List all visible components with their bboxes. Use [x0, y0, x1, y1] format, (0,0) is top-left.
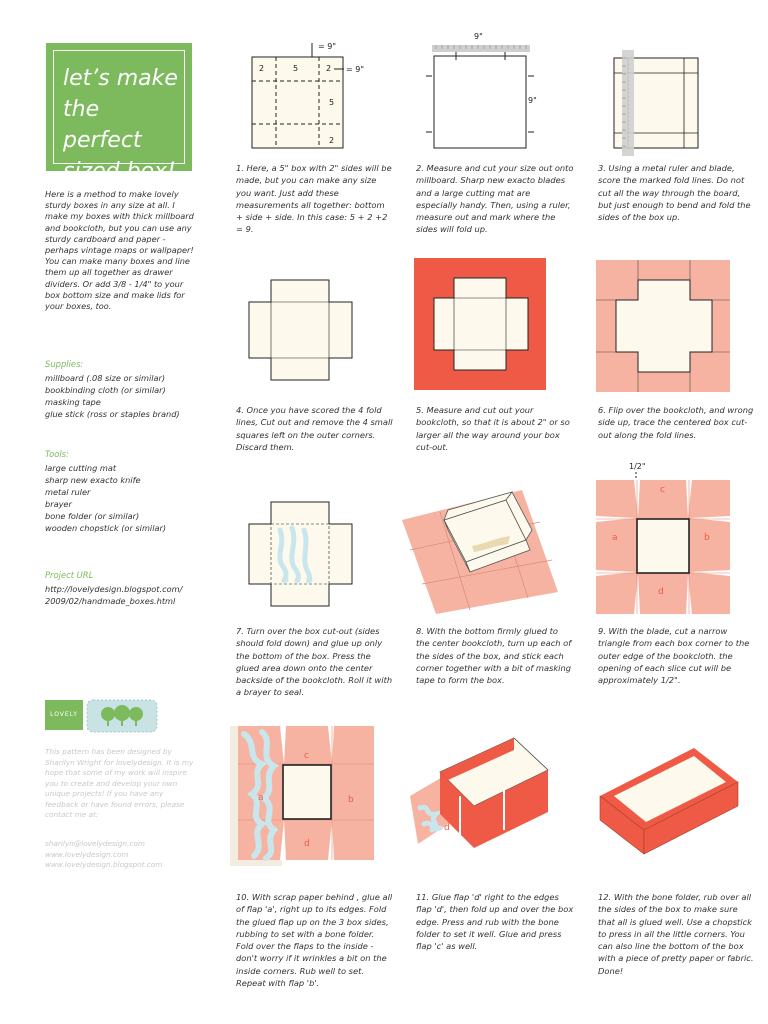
intro-text: Here is a method to make lovely sturdy boxes in any size at all. I make my boxes with thick millboard and bookcloth, but you can use any sturdy cardboard and paper - perhaps vintage maps or wallpaper! You can make many boxes and line them up all together as drawer dividers. Or add 3/8 - 1/4" to your box bottom size and make lids for your boxes, too. [45, 189, 194, 312]
diagram-step-10 [228, 724, 378, 868]
page-title [54, 63, 184, 187]
contact-block [45, 839, 195, 871]
dim-right-label: = 9" [346, 65, 365, 74]
measure-label: 5 [329, 98, 335, 107]
title-line-1: let’s make [63, 66, 178, 91]
project-url-heading: Project URL [45, 570, 94, 580]
tools-heading: Tools: [45, 449, 69, 459]
tools-list [45, 462, 205, 534]
diagram-step-6 [596, 260, 732, 394]
contact-website[interactable]: www.lovelydesign.com [45, 849, 129, 859]
step-3-caption: 3. Using a metal ruler and blade, score the marked fold lines. Do not cut all the way through the board, but just enough to bend and fold the sides of the box up. [598, 163, 751, 223]
supply-item: glue stick (ross or staples brand) [45, 409, 180, 419]
flap-d-label: d [444, 823, 450, 833]
tree-icon [114, 705, 130, 721]
tool-item: wooden chopstick (or similar) [45, 523, 167, 533]
tool-item: metal ruler [45, 487, 91, 497]
supplies-section [45, 359, 205, 420]
tree-badge [86, 699, 158, 733]
box-bottom [637, 519, 689, 573]
project-url-line[interactable]: http://lovelydesign.blogspot.com/ [45, 584, 183, 594]
supplies-list [45, 372, 205, 420]
step-9-caption: 9. With the blade, cut a narrow triangle from each box corner to the outer edge of the bookcloth. the opening of each slice cut will be approximately 1/2". [598, 626, 750, 686]
box-cutout [249, 280, 352, 380]
tool-item: brayer [45, 499, 72, 509]
tool-item: bone folder (or similar) [45, 511, 140, 521]
diagram-step-5 [414, 258, 548, 392]
title-line-2: the perfect [63, 97, 142, 153]
diagram-step-2 [420, 28, 550, 153]
contact-email[interactable]: sharilyn@lovelydesign.com [45, 839, 145, 848]
measure-label: 2 [259, 64, 265, 73]
dim-top-label: 9" [474, 32, 483, 41]
flap-d-label: d [658, 587, 664, 597]
dim-top-label: = 9" [318, 42, 337, 51]
step-7-caption: 7. Turn over the box cut-out (sides should fold down) and glue up only the bottom of the box. Press the glued area down onto the center backside of the bookcloth. Roll it with a brayer to seal. [236, 626, 393, 698]
diagram-step-1 [240, 38, 370, 153]
supply-item: masking tape [45, 397, 101, 407]
supplies-heading: Supplies: [45, 359, 84, 369]
flap-b-label: b [704, 533, 710, 543]
millboard-square [434, 56, 526, 148]
flap-c-label: c [304, 751, 309, 761]
lovely-logo [45, 700, 83, 730]
ruler-icon [432, 45, 530, 52]
tree-icon [129, 707, 143, 721]
project-url-section [45, 570, 205, 607]
step-12-caption: 12. With the bone folder, rub over all the sides of the box to make sure that all is glued well. Use a chopstick to press in all the little corners. You can also line the bottom of the box with a piece of pretty paper or fabric. Done! [598, 892, 754, 976]
credit-text: This pattern has been designed by Sharilyn Wright for lovelydesign. It is my hope that some of my work will inspire you to create and develop your own unique projects! If you have any feedback or have found errors, please contact me at: [45, 747, 194, 819]
dim-right-label: 9" [528, 96, 537, 105]
title-frame [53, 50, 185, 184]
project-url-line[interactable]: 2009/02/handmade_boxes.html [45, 596, 176, 606]
flap-b-label: b [348, 795, 354, 805]
diagram-step-11 [404, 724, 554, 864]
flap-a-label: a [612, 533, 618, 543]
supply-item: millboard (.08 size or similar) [45, 373, 166, 383]
diagram-step-7 [240, 494, 370, 618]
tree-trunk [135, 719, 137, 726]
measure-label: 2 [329, 136, 335, 145]
tool-item: sharp new exacto knife [45, 475, 141, 485]
flap-d-label: d [304, 839, 310, 849]
step-6-caption: 6. Flip over the bookcloth, and wrong side up, trace the centered box cut-out along the fold lines. [598, 405, 754, 440]
title-box [46, 43, 192, 184]
step-4-caption: 4. Once you have scored the 4 fold lines, Cut out and remove the 4 small squares left on the outer corners. Discard them. [236, 405, 393, 452]
contact-blog[interactable]: www.lovelydesign.blogspot.com [45, 860, 163, 869]
step-1-caption: 1. Here, a 5" box with 2" sides will be made, but you can make any size you want. Just add these measurements all together: bottom + side + side. In this case: 5 + 2 +2 = 9. [236, 163, 392, 235]
tool-item: large cutting mat [45, 463, 117, 473]
step-11-caption: 11. Glue flap 'd' right to the edges flap 'd', then fold up and over the box edge. Press and rub with the bone folder to set it well. Glue and press flap 'c' as well. [416, 892, 574, 952]
step-2-caption: 2. Measure and cut your size out onto millboard. Sharp new exacto blades and a large cutting mat are especially handy. Then, using a ruler, measure out and mark where the sides will fold up. [416, 163, 574, 235]
diagram-step-9 [596, 456, 732, 616]
diagram-step-12 [594, 730, 744, 860]
tree-trunk [121, 719, 123, 726]
box-bottom [283, 765, 331, 819]
measure-label: 5 [293, 64, 299, 73]
tree-trunk [107, 719, 109, 726]
step-8-caption: 8. With the bottom firmly glued to the center bookcloth, turn up each of the sides of the box, and stick each corner together with a bit of masking tape to form the box. [416, 626, 572, 686]
flap-a-label: a [258, 793, 264, 803]
diagram-step-3 [604, 48, 704, 158]
tree-icon [101, 707, 115, 721]
title-line-3: sized box! [63, 159, 176, 184]
slice-width-label: 1/2" [629, 462, 646, 471]
tools-section [45, 449, 205, 534]
diagram-step-4 [240, 270, 370, 390]
supply-item: bookbinding cloth (or similar) [45, 385, 166, 395]
step-5-caption: 5. Measure and cut out your bookcloth, so that it is about 2" or so larger all the way around your box cut-out. [416, 405, 570, 452]
logo-text: LOVELY [50, 711, 78, 718]
measure-label: 2 [326, 64, 332, 73]
flap-c-label: c [660, 485, 665, 495]
diagram-step-8 [400, 480, 560, 616]
step-10-caption: 10. With scrap paper behind , glue all of flap 'a', right up to its edges. Fold the glued flap up on the 3 box sides, rubbing to set with a bone folder. Fold over the flaps to the inside - don't worry if it wrinkles a bit on the inside corners. Rub well to set. Repeat with flap 'b'. [236, 892, 393, 989]
project-url-link[interactable] [45, 583, 205, 607]
